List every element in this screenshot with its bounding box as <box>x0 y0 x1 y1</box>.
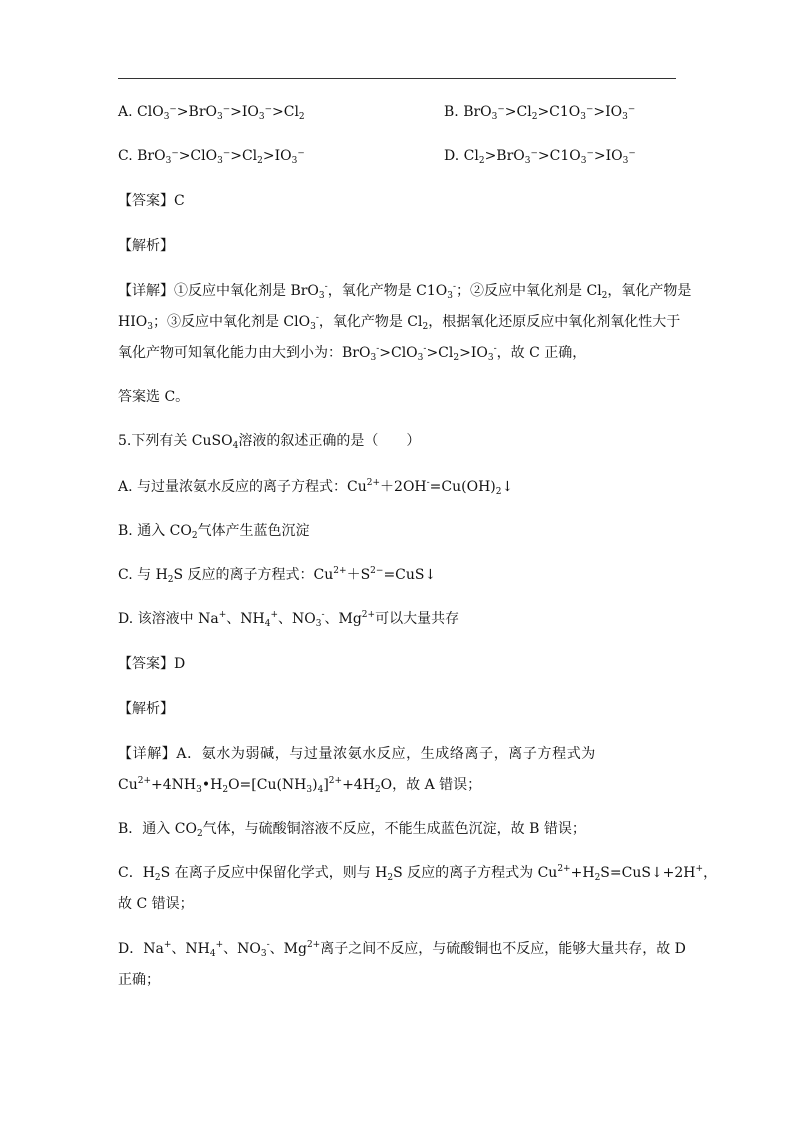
q4-detail-conclusion: 答案选 C。 <box>118 389 190 405</box>
q4-option-c: C. $BrO_3^->ClO_3^->Cl_2>IO_3^-$ <box>118 148 305 166</box>
q5-detail-c-line-2: 故 C 错误； <box>118 896 194 912</box>
q5-option-c: C. 与 $H_2S$ 反应的离子方程式：$Cu^{2+}+S^{2-}=CuS↓$ <box>118 566 437 585</box>
q5-detail-d-line-2: 正确； <box>118 972 160 988</box>
q5-option-d: D. 该溶液中 Na+、$NH_4^+$、$NO_3^-$、$Mg^{2+}$可以大量共存 <box>118 610 460 629</box>
q4-option-b: B. $BrO_3^->Cl_2>C1O_3^->IO_3^-$ <box>444 104 636 122</box>
q5-detail-a-line-2: $Cu^{2+}+4NH_3•H_2O=[Cu(NH_3)_4]^{2+}+4H_2O$，故 A 错误； <box>118 776 482 795</box>
q4-analysis-label: 【解析】 <box>118 238 174 254</box>
answer-value: C <box>174 193 185 209</box>
q5-detail-b: B．通入 $CO_2$气体，与硫酸铜溶液不反应，不能生成蓝色沉淀，故 B 错误； <box>118 821 586 839</box>
q4-option-a: A. $ClO_3^->BrO_3^->IO_3^->Cl_2$ <box>118 104 305 122</box>
q4-detail-line-2: $HIO_3$；③反应中氧化剂是 ClO$_3$-，氧化产物是 $Cl_2$，根据氧化还原反应中氧化剂氧化性大于 <box>118 313 681 332</box>
q5-option-b: B. 通入 $CO_2$气体产生蓝色沉淀 <box>118 523 310 541</box>
q4-detail-line-3: 氧化产物可知氧化能力由大到小为：$BrO_3^->ClO_3^->Cl_2>IO_3^-$，故 C 正确， <box>118 344 587 363</box>
q5-detail-a-line-1: 【详解】A．氨水为弱碱，与过量浓氨水反应，生成络离子，离子方程式为 <box>118 746 596 762</box>
q5-stem: 5.下列有关 CuSO$_4$溶液的叙述正确的是（ ） <box>118 433 421 451</box>
q5-answer <box>118 654 185 674</box>
q5-option-a: A. 与过量浓氨水反应的离子方程式：$Cu^{2+}+2OH^-=Cu(OH)_2↓$ <box>118 478 514 497</box>
q5-detail-d-line-1: D．Na+、$NH_4^+$、$NO_3^-$、$Mg^{2+}$离子之间不反应，与硫酸铜也不反应，能够大量共存，故 D <box>118 940 686 959</box>
q4-answer <box>118 191 185 211</box>
answer-value: D <box>174 656 186 672</box>
q5-analysis-label: 【解析】 <box>118 701 174 717</box>
q5-detail-c-line-1: C．$H_2S$ 在离子反应中保留化学式，则与 $H_2S$ 反应的离子方程式为 $Cu^{2+}+H_2S=CuS↓+2H^+$， <box>118 864 718 883</box>
answer-label: 【答案】 <box>118 193 174 209</box>
answer-label: 【答案】 <box>118 656 174 672</box>
q4-option-d: D. $Cl_2>BrO_3^->C1O_3^->IO_3^-$ <box>444 148 636 166</box>
q4-detail-line-1: 【详解】①反应中氧化剂是 BrO$_3$-，氧化产物是 $C1O_3^-$；②反应中氧化剂是 $Cl_2$，氧化产物是 <box>118 282 692 301</box>
header-rule <box>118 78 676 79</box>
